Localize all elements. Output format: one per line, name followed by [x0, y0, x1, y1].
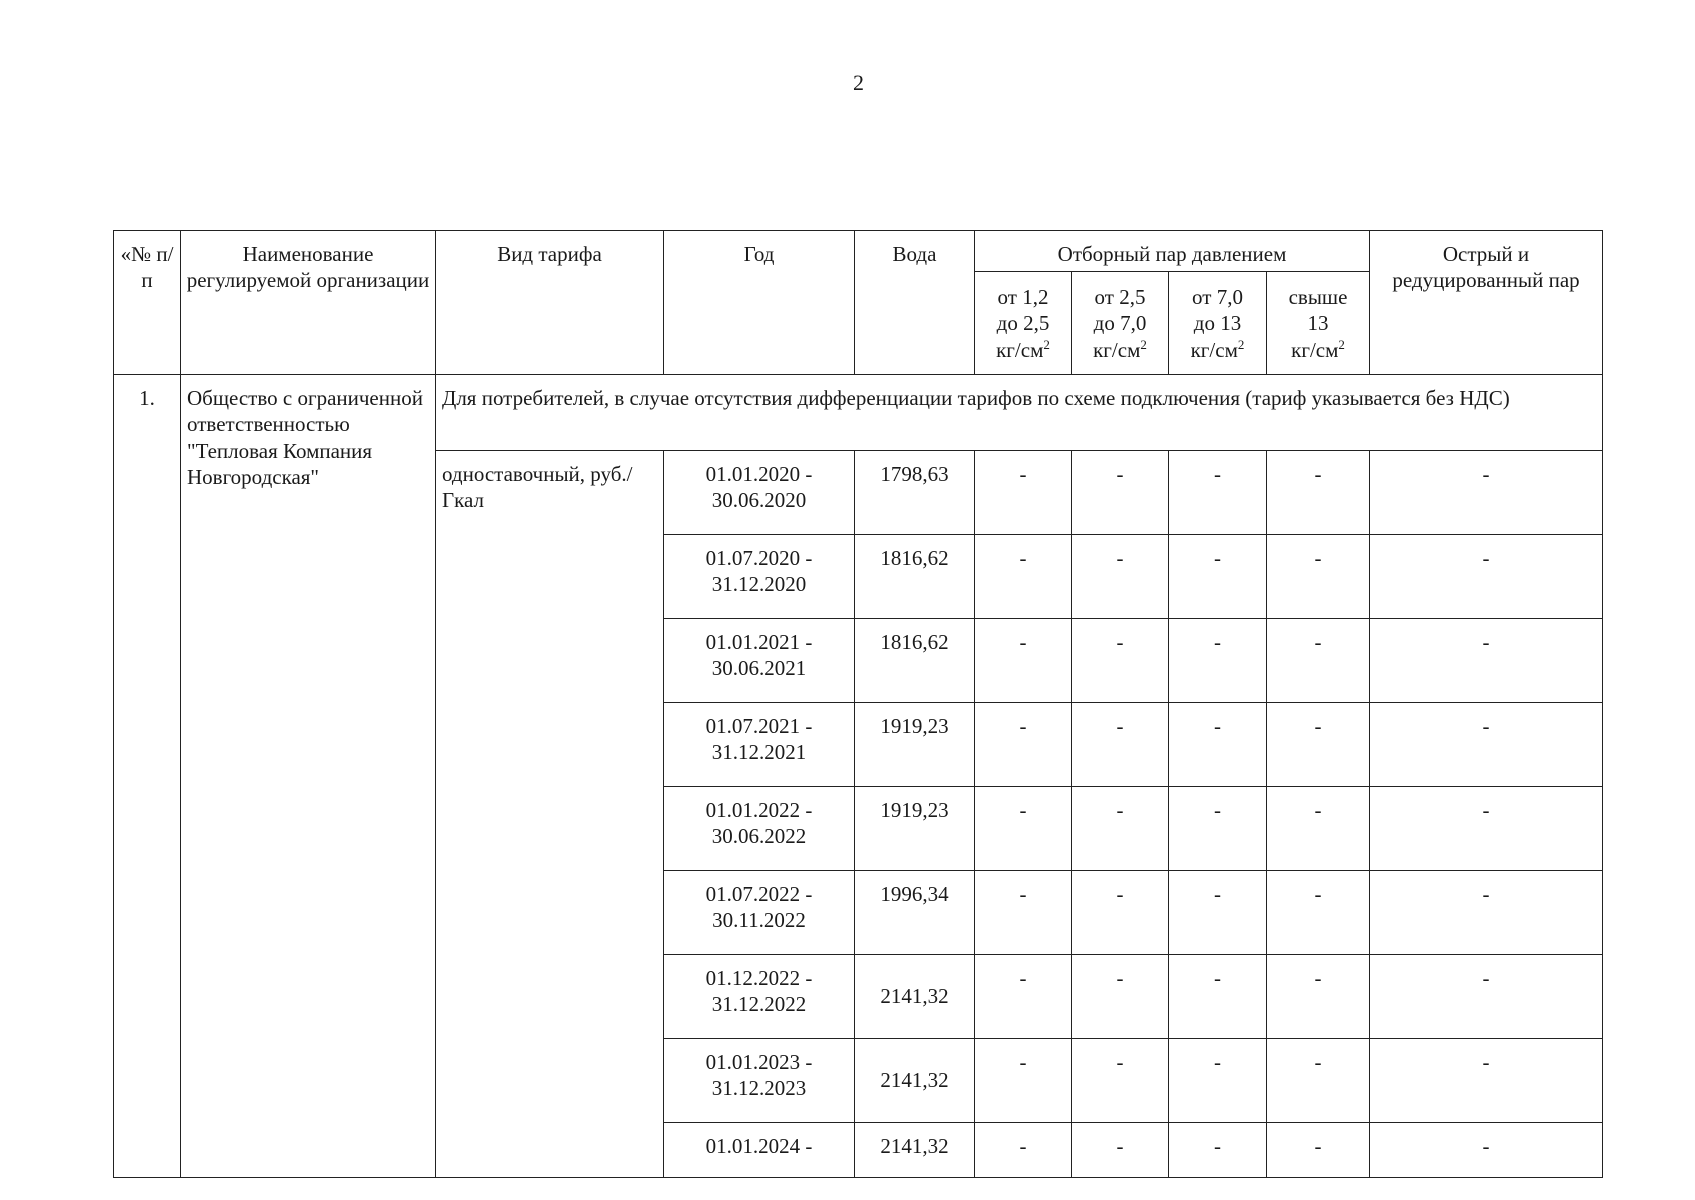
- steam-value-cell: -: [1072, 871, 1169, 955]
- steam-value-cell: -: [1267, 1039, 1370, 1123]
- header-organization: Наименование регулируемой организации: [181, 231, 436, 375]
- page-number: 2: [853, 70, 864, 95]
- steam-value-cell: -: [1072, 1039, 1169, 1123]
- steam-range-to: до 2,5: [996, 311, 1050, 336]
- steam-value-cell: -: [1169, 535, 1267, 619]
- steam-value-cell: -: [1169, 619, 1267, 703]
- steam-value-cell: -: [1169, 1039, 1267, 1123]
- steam-value-cell: -: [1169, 451, 1267, 535]
- entry-number: 1.: [114, 375, 181, 1178]
- steam-value-cell: -: [1169, 703, 1267, 787]
- steam-value-cell: -: [1169, 871, 1267, 955]
- steam-value-cell: -: [1169, 787, 1267, 871]
- sharp-steam-value-cell: -: [1370, 1123, 1603, 1178]
- steam-value-cell: -: [1169, 1123, 1267, 1178]
- steam-value-cell: -: [1072, 535, 1169, 619]
- steam-value-cell: -: [975, 619, 1072, 703]
- header-steam-range-3: [1169, 272, 1267, 375]
- period-cell: 01.12.2022 - 31.12.2022: [664, 955, 855, 1039]
- steam-range-from: от 1,2: [997, 285, 1049, 309]
- steam-value-cell: -: [975, 451, 1072, 535]
- unit-text: кг/см: [1291, 337, 1339, 362]
- steam-value-cell: -: [975, 955, 1072, 1039]
- tariff-type: одноставочный, руб./Гкал: [436, 451, 664, 1178]
- steam-value-cell: -: [1072, 619, 1169, 703]
- header-steam-group: Отборный пар давлением: [975, 231, 1370, 272]
- steam-value-cell: -: [1267, 535, 1370, 619]
- sharp-steam-value-cell: -: [1370, 1039, 1603, 1123]
- steam-value-cell: -: [975, 871, 1072, 955]
- water-tariff-cell: 2141,32: [855, 1039, 975, 1123]
- steam-range-to: до 7,0: [1093, 311, 1147, 336]
- water-tariff-cell: 1816,62: [855, 619, 975, 703]
- header-steam-range-1: [975, 272, 1072, 375]
- steam-value-cell: -: [1169, 955, 1267, 1039]
- sharp-steam-value-cell: -: [1370, 619, 1603, 703]
- steam-range-from: свыше: [1288, 285, 1348, 309]
- unit-superscript: 2: [1338, 336, 1345, 352]
- water-tariff-cell: 1996,34: [855, 871, 975, 955]
- unit-superscript: 2: [1237, 336, 1245, 352]
- tariff-table: [113, 230, 1603, 1178]
- water-tariff-cell: 2141,32: [855, 1123, 975, 1178]
- sharp-steam-value-cell: -: [1370, 703, 1603, 787]
- steam-range-to: 13: [1307, 311, 1329, 336]
- steam-value-cell: -: [1267, 619, 1370, 703]
- steam-range-from: от 7,0: [1192, 285, 1243, 309]
- steam-range-to: до 13: [1193, 311, 1242, 336]
- sharp-steam-value-cell: -: [1370, 451, 1603, 535]
- water-tariff-cell: 1816,62: [855, 535, 975, 619]
- steam-value-cell: -: [1072, 955, 1169, 1039]
- steam-value-cell: -: [1267, 1123, 1370, 1178]
- steam-value-cell: -: [1072, 703, 1169, 787]
- sharp-steam-value-cell: -: [1370, 787, 1603, 871]
- consumer-group-title: Для потребителей, в случае отсутствия дифференциации тарифов по схеме подключения (тариф указывается без НДС): [436, 375, 1603, 451]
- water-tariff-cell: 1798,63: [855, 451, 975, 535]
- period-cell: 01.01.2020 - 30.06.2020: [664, 451, 855, 535]
- organization-name: Общество с ограниченной ответственностью "Тепловая Компания Новгородская": [181, 375, 436, 1178]
- steam-value-cell: -: [1072, 787, 1169, 871]
- period-cell: 01.01.2023 - 31.12.2023: [664, 1039, 855, 1123]
- steam-value-cell: -: [1267, 871, 1370, 955]
- steam-range-from: от 2,5: [1094, 285, 1146, 309]
- unit-text: кг/см: [1093, 337, 1141, 362]
- steam-value-cell: -: [975, 1123, 1072, 1178]
- sharp-steam-value-cell: -: [1370, 955, 1603, 1039]
- unit-superscript: 2: [1043, 336, 1050, 352]
- sharp-steam-value-cell: -: [1370, 871, 1603, 955]
- steam-range-unit: [980, 337, 1066, 363]
- header-year: Год: [664, 231, 855, 375]
- period-cell: 01.01.2022 - 30.06.2022: [664, 787, 855, 871]
- water-tariff-cell: 2141,32: [855, 955, 975, 1039]
- steam-value-cell: -: [975, 703, 1072, 787]
- water-tariff-cell: 1919,23: [855, 703, 975, 787]
- header-steam-range-2: [1072, 272, 1169, 375]
- period-cell: 01.01.2024 -: [664, 1123, 855, 1178]
- water-tariff-cell: 1919,23: [855, 787, 975, 871]
- period-cell: 01.07.2021 - 31.12.2021: [664, 703, 855, 787]
- unit-text: кг/см: [1190, 337, 1238, 362]
- steam-value-cell: -: [1072, 451, 1169, 535]
- header-water: Вода: [855, 231, 975, 375]
- header-tariff-type: Вид тарифа: [436, 231, 664, 375]
- header-steam-range-4: [1267, 272, 1370, 375]
- period-cell: 01.07.2022 - 30.11.2022: [664, 871, 855, 955]
- steam-value-cell: -: [1267, 955, 1370, 1039]
- unit-text: кг/см: [996, 337, 1044, 362]
- steam-value-cell: -: [975, 787, 1072, 871]
- sharp-steam-value-cell: -: [1370, 535, 1603, 619]
- steam-range-unit: [1077, 337, 1163, 363]
- steam-value-cell: -: [975, 1039, 1072, 1123]
- steam-value-cell: -: [1267, 787, 1370, 871]
- period-cell: 01.07.2020 - 31.12.2020: [664, 535, 855, 619]
- unit-superscript: 2: [1140, 336, 1147, 352]
- steam-range-unit: [1272, 337, 1364, 363]
- steam-range-unit: [1174, 337, 1261, 363]
- steam-value-cell: -: [1072, 1123, 1169, 1178]
- header-sharp-steam: Острый и редуцированный пар: [1370, 231, 1603, 375]
- steam-value-cell: -: [1267, 703, 1370, 787]
- header-number: «№ п/п: [114, 231, 181, 375]
- steam-value-cell: -: [975, 535, 1072, 619]
- period-cell: 01.01.2021 - 30.06.2021: [664, 619, 855, 703]
- steam-value-cell: -: [1267, 451, 1370, 535]
